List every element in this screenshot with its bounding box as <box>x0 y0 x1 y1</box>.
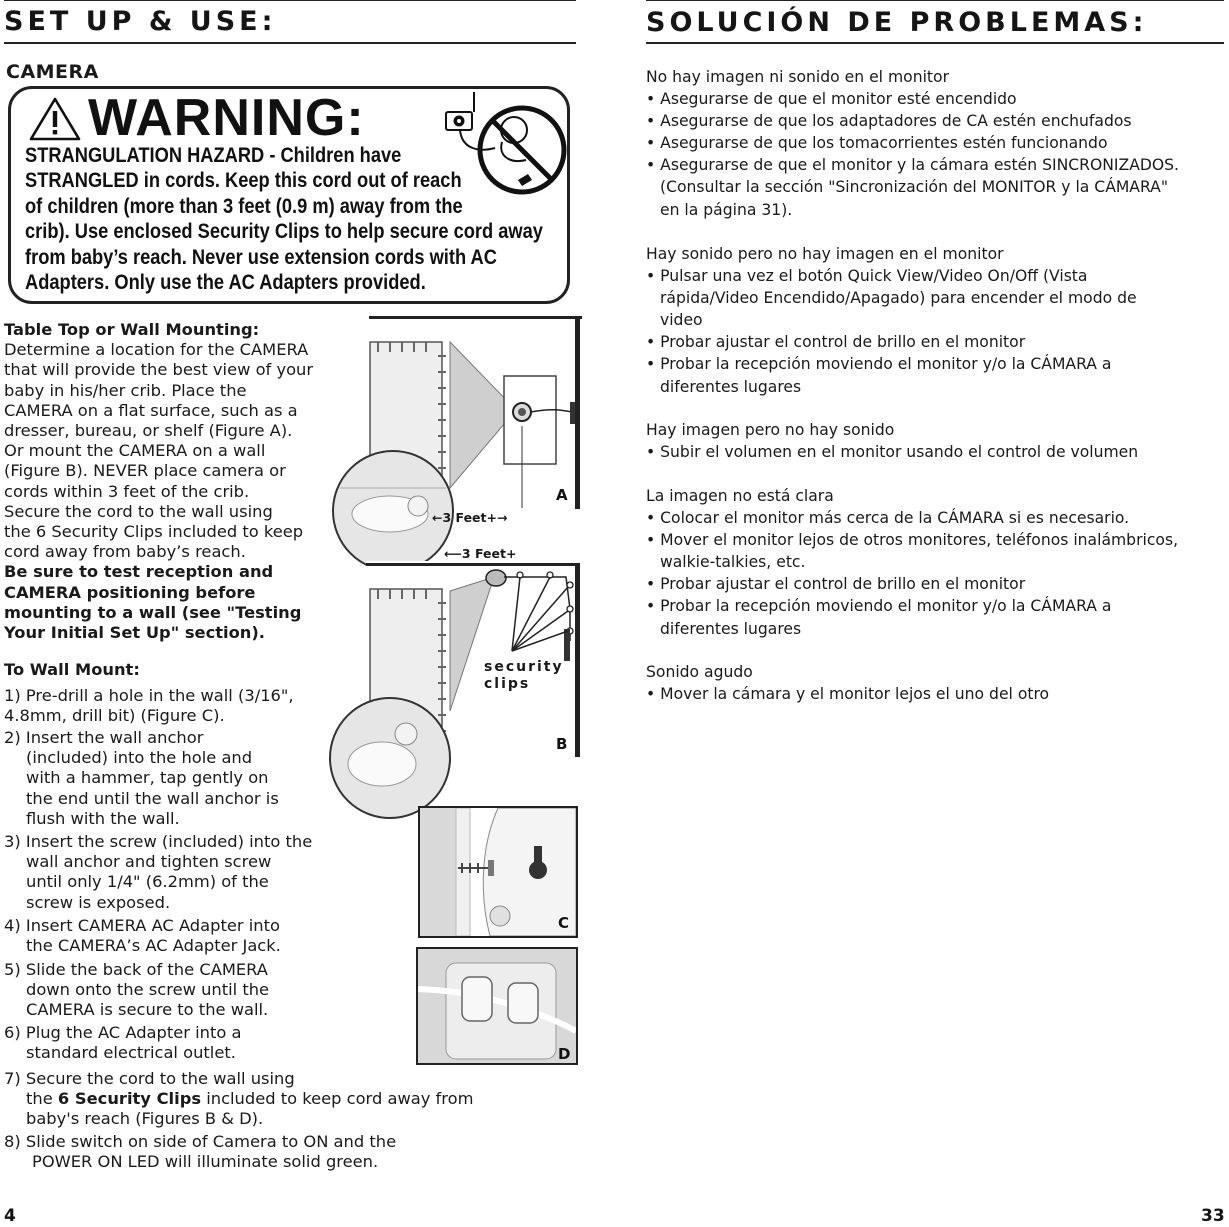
step-line: 3) Insert the screw (included) into the <box>4 832 313 851</box>
mounting-paragraph <box>4 320 349 643</box>
step-line: 8) Slide switch on side of Camera to ON and the <box>4 1132 397 1151</box>
reception-line: Be sure to test reception and <box>4 562 274 582</box>
step-6 <box>4 1023 241 1063</box>
mounting-line: the 6 Security Clips included to keep <box>4 522 304 542</box>
troubleshoot-item-cont: rápida/Video Encendido/Apagado) para encender el modo de <box>660 289 1137 308</box>
step-8 <box>4 1132 396 1172</box>
troubleshoot-item: • Probar la recepción moviendo el monitor y/o la CÁMARA a <box>646 355 1112 374</box>
mounting-line: cord away from baby’s reach. <box>4 542 246 562</box>
mounting-line: (Figure B). NEVER place camera or <box>4 461 286 481</box>
figure-b-distance: ⟵3 Feet+ <box>444 546 517 561</box>
mounting-line: dresser, bureau, or shelf (Figure A). <box>4 421 293 441</box>
distance-label: 3 Feet <box>442 510 487 525</box>
troubleshoot-block-4 <box>646 485 1178 640</box>
troubleshoot-item-cont: video <box>660 311 703 330</box>
reception-line: Your Initial Set Up" section). <box>4 623 265 643</box>
figure-d <box>416 947 578 1065</box>
step-text: included to keep cord away from <box>201 1089 474 1109</box>
figure-a-distance: ←3 Feet+→ <box>432 510 508 525</box>
step-line: wall anchor and tighten screw <box>26 852 272 872</box>
troubleshoot-item: • Mover la cámara y el monitor lejos el uno del otro <box>646 685 1050 704</box>
troubleshoot-block-2 <box>646 243 1137 398</box>
troubleshoot-heading: La imagen no está clara <box>646 487 834 505</box>
troubleshoot-item: • Asegurarse de que el monitor y la cámara estén SINCRONIZADOS. <box>646 156 1180 175</box>
figure-b-baby-inset <box>326 694 454 822</box>
mounting-line: CAMERA on a flat surface, such as a <box>4 400 298 420</box>
step-line: standard electrical outlet. <box>26 1043 236 1063</box>
step-line: 6) Plug the AC Adapter into a <box>4 1023 242 1042</box>
warning-line: STRANGULATION HAZARD - Children have <box>25 143 402 167</box>
step-line: down onto the screw until the <box>26 980 270 1000</box>
troubleshoot-item: • Probar la recepción moviendo el monitor y/o la CÁMARA a <box>646 597 1112 616</box>
troubleshoot-item-cont: (Consultar la sección "Sincronización del MONITOR y la CÁMARA" <box>660 178 1169 197</box>
troubleshoot-item: • Asegurarse de que el monitor esté encendido <box>646 90 1017 109</box>
warning-line: crib). Use enclosed Security Clips to help secure cord away <box>25 219 543 244</box>
security-label-line: clips <box>484 676 531 692</box>
step-5 <box>4 960 269 1021</box>
warning-title: WARNING: <box>88 89 365 147</box>
left-header-rule <box>4 42 576 44</box>
troubleshoot-item-cont: walkie-talkies, etc. <box>660 553 806 572</box>
troubleshoot-item: • Colocar el monitor más cerca de la CÁMARA si es necesario. <box>646 509 1130 528</box>
troubleshoot-item: • Subir el volumen en el monitor usando el control de volumen <box>646 443 1139 462</box>
troubleshoot-item-cont: en la página 31). <box>660 200 793 219</box>
step-line: the CAMERA’s AC Adapter Jack. <box>26 936 281 956</box>
reception-line: CAMERA positioning before <box>4 582 256 602</box>
figure-c-illustration <box>420 808 576 936</box>
warning-line: STRANGLED in cords. Keep this cord out of reach <box>25 168 462 193</box>
warning-line: Adapters. Only use the AC Adapters provided. <box>25 270 426 295</box>
figure-a-letter: A <box>556 486 568 504</box>
step-line: screw is exposed. <box>26 892 171 912</box>
troubleshoot-item: • Pulsar una vez el botón Quick View/Video On/Off (Vista <box>646 267 1088 286</box>
mounting-line: that will provide the best view of your <box>4 360 314 380</box>
step-line: (included) into the hole and <box>26 748 253 768</box>
reception-line: mounting to a wall (see "Testing <box>4 602 302 622</box>
step-line: 5) Slide the back of the CAMERA <box>4 960 268 979</box>
step-line: 4) Insert CAMERA AC Adapter into <box>4 916 280 935</box>
step-line <box>4 1089 473 1109</box>
troubleshoot-item: • Mover el monitor lejos de otros monitores, teléfonos inalámbricos, <box>646 531 1179 550</box>
warning-line: of children (more than 3 feet (0.9 m) away from the <box>25 193 463 218</box>
warning-line: from baby’s reach. Never use extension cords with AC <box>25 244 497 269</box>
security-clips-label <box>484 659 564 693</box>
right-header-rule <box>646 42 1224 44</box>
step-line: 7) Secure the cord to the wall using <box>4 1069 295 1088</box>
warning-triangle-icon <box>28 96 82 142</box>
warning-text <box>25 143 543 295</box>
step-line: 4.8mm, drill bit) (Figure C). <box>4 706 225 726</box>
left-page-number: 4 <box>4 1206 16 1226</box>
mounting-line: Determine a location for the CAMERA <box>4 340 309 360</box>
camera-section-title: CAMERA <box>6 61 99 83</box>
mounting-line: Or mount the CAMERA on a wall <box>4 441 266 461</box>
step-2 <box>4 728 279 829</box>
troubleshoot-item: • Asegurarse de que los tomacorrientes estén funcionando <box>646 134 1108 153</box>
step-3 <box>4 832 312 913</box>
step-line: flush with the wall. <box>26 808 180 828</box>
figure-c <box>418 806 578 938</box>
troubleshoot-item: • Asegurarse de que los adaptadores de CA estén enchufados <box>646 112 1132 131</box>
step-line: the end until the wall anchor is <box>26 788 279 808</box>
step-line: until only 1/4" (6.2mm) of the <box>26 872 269 892</box>
figure-b-letter: B <box>556 735 568 753</box>
security-clips-emphasis: 6 Security Clips <box>57 1089 202 1109</box>
step-7 <box>4 1069 473 1130</box>
troubleshoot-heading: No hay imagen ni sonido en el monitor <box>646 68 949 86</box>
troubleshoot-item-cont: diferentes lugares <box>660 377 802 396</box>
step-line: CAMERA is secure to the wall. <box>26 1000 269 1020</box>
figure-c-letter: C <box>558 914 570 932</box>
right-page-header: SOLUCIÓN DE PROBLEMAS: <box>646 7 1148 38</box>
troubleshoot-heading: Hay imagen pero no hay sonido <box>646 421 895 439</box>
left-page-header: SET UP & USE: <box>4 6 277 37</box>
troubleshoot-block-5 <box>646 661 1049 705</box>
distance-label: 3 Feet <box>461 546 506 561</box>
figure-d-illustration <box>418 949 576 1063</box>
figure-d-letter: D <box>558 1045 571 1063</box>
right-page-number: 33 <box>1201 1206 1225 1226</box>
step-line: baby's reach (Figures B & D). <box>26 1109 264 1129</box>
mounting-line: baby in his/her crib. Place the <box>4 380 247 400</box>
step-text: the <box>26 1089 58 1109</box>
troubleshoot-item-cont: diferentes lugares <box>660 619 802 638</box>
step-1 <box>4 686 294 726</box>
troubleshoot-heading: Hay sonido pero no hay imagen en el monitor <box>646 245 1004 263</box>
right-top-rule <box>646 0 1224 1</box>
mounting-title: Table Top or Wall Mounting: <box>4 320 260 339</box>
troubleshoot-item: • Probar ajustar el control de brillo en el monitor <box>646 575 1026 594</box>
mounting-line: Secure the cord to the wall using <box>4 501 273 521</box>
wall-mount-title: To Wall Mount: <box>4 660 140 679</box>
troubleshoot-heading: Sonido agudo <box>646 663 753 681</box>
step-line: 2) Insert the wall anchor <box>4 728 204 747</box>
troubleshoot-block-1 <box>646 66 1179 221</box>
mounting-line: cords within 3 feet of the crib. <box>4 481 250 501</box>
step-line: with a hammer, tap gently on <box>26 768 269 788</box>
step-line: POWER ON LED will illuminate solid green. <box>32 1152 379 1172</box>
step-line: 1) Pre-drill a hole in the wall (3/16", <box>4 686 294 705</box>
security-label-line: security <box>484 659 564 675</box>
troubleshoot-item: • Probar ajustar el control de brillo en el monitor <box>646 333 1026 352</box>
left-top-rule <box>4 0 576 1</box>
troubleshoot-block-3 <box>646 419 1138 463</box>
step-4 <box>4 916 281 956</box>
